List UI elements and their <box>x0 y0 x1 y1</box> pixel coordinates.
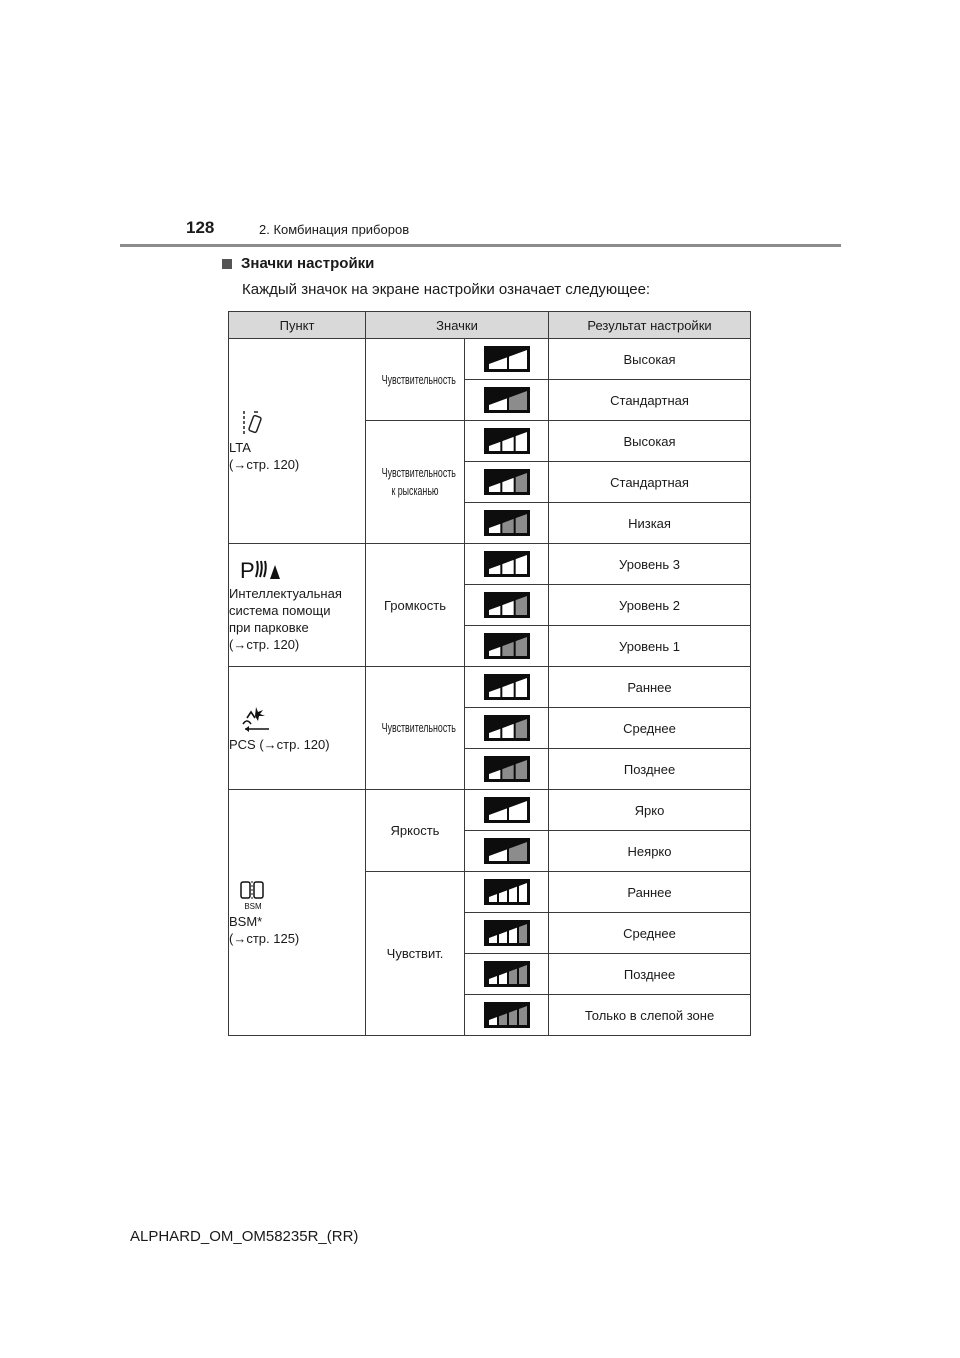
pre-collision-icon <box>239 704 273 734</box>
setting-cell <box>366 790 465 872</box>
level-bars-icon <box>484 838 530 864</box>
section-intro: Каждый значок на экране настройки означает следующее: <box>242 281 651 298</box>
item-text: система помощи <box>229 603 331 618</box>
setting-cell <box>366 544 465 667</box>
table-header-row <box>229 312 751 339</box>
item-text: (→стр. 120) <box>229 637 300 652</box>
level-bars-icon <box>484 797 530 823</box>
bar-segment-active <box>519 883 527 902</box>
level-bars-icon <box>484 674 530 700</box>
item-cell <box>229 790 366 1036</box>
item-text: (→стр. 120) <box>229 457 300 472</box>
icon-cell <box>465 667 549 708</box>
level-bars-icon <box>484 756 530 782</box>
level-bars-icon <box>484 387 530 413</box>
bar-segment-inactive <box>519 924 527 943</box>
icon-cell <box>465 790 549 831</box>
table-row <box>229 667 751 708</box>
result-cell: Позднее <box>549 954 751 995</box>
level-bars-icon <box>484 510 530 536</box>
parking-sonar-icon <box>239 557 281 583</box>
header-result: Результат настройки <box>549 312 751 339</box>
result-cell: Среднее <box>549 913 751 954</box>
result-cell: Раннее <box>549 667 751 708</box>
section-title <box>222 255 374 272</box>
icon-cell <box>465 708 549 749</box>
setting-label: Яркость <box>390 823 440 838</box>
level-bars-icon <box>484 879 530 905</box>
section-title-text: Значки настройки <box>241 255 375 272</box>
level-bars-icon <box>484 469 530 495</box>
table-row <box>229 790 751 831</box>
result-cell: Низкая <box>549 503 751 544</box>
document-code: ALPHARD_OM_OM58235R_(RR) <box>130 1228 359 1245</box>
level-bars-icon <box>484 592 530 618</box>
icon-cell <box>465 544 549 585</box>
result-cell: Высокая <box>549 339 751 380</box>
bar-segment-inactive <box>519 965 527 984</box>
result-cell: Высокая <box>549 421 751 462</box>
level-bars-icon <box>484 633 530 659</box>
item-text: Интеллектуальная <box>229 586 342 601</box>
result-cell: Уровень 3 <box>549 544 751 585</box>
icon-cell <box>465 626 549 667</box>
bsm-icon-label: BSM <box>244 901 262 911</box>
level-bars-icon <box>484 961 530 987</box>
header-item: Пункт <box>229 312 366 339</box>
lane-trace-icon <box>239 409 267 437</box>
setting-label: Чувствительность <box>381 720 456 735</box>
result-cell: Стандартная <box>549 462 751 503</box>
result-cell: Уровень 2 <box>549 585 751 626</box>
icon-cell <box>465 749 549 790</box>
level-bars-icon <box>484 551 530 577</box>
bar-segment-inactive <box>519 1006 527 1025</box>
blind-spot-icon <box>239 879 267 911</box>
settings-icons-table <box>228 311 751 1036</box>
item-text: PCS (→стр. 120) <box>229 736 330 752</box>
result-cell: Уровень 1 <box>549 626 751 667</box>
item-text: (→стр. 125) <box>229 930 300 946</box>
setting-cell <box>366 421 465 544</box>
result-cell: Ярко <box>549 790 751 831</box>
page-number: 128 <box>186 218 215 237</box>
table-row <box>229 544 751 585</box>
result-cell: Неярко <box>549 831 751 872</box>
level-bars-icon <box>484 1002 530 1028</box>
setting-label: к рысканью <box>391 483 439 498</box>
setting-label: Громкость <box>384 597 446 613</box>
header-icons: Значки <box>366 312 549 339</box>
level-bars-icon <box>484 715 530 741</box>
header-rule <box>120 244 841 247</box>
result-cell: Только в слепой зоне <box>549 995 751 1036</box>
square-bullet-icon <box>222 259 232 269</box>
item-cell <box>229 667 366 790</box>
icon-cell <box>465 462 549 503</box>
svg-text:P: P <box>240 558 255 583</box>
icon-cell <box>465 339 549 380</box>
setting-cell <box>366 339 465 421</box>
icon-cell <box>465 421 549 462</box>
result-cell: Раннее <box>549 872 751 913</box>
result-cell: Стандартная <box>549 380 751 421</box>
icon-cell <box>465 503 549 544</box>
level-bars-icon <box>484 428 530 454</box>
icon-cell <box>465 913 549 954</box>
icon-cell <box>465 585 549 626</box>
setting-label: Чувствительность <box>381 371 456 387</box>
chapter-title: 2. Комбинация приборов <box>259 222 410 237</box>
item-cell <box>229 339 366 544</box>
item-text: при парковке <box>229 620 309 635</box>
icon-cell <box>465 995 549 1036</box>
table-row <box>229 339 751 380</box>
setting-label: Чувствит. <box>386 946 444 961</box>
icon-cell <box>465 831 549 872</box>
result-cell: Позднее <box>549 749 751 790</box>
level-bars-icon <box>484 920 530 946</box>
item-cell <box>229 544 366 667</box>
setting-cell <box>366 872 465 1036</box>
icon-cell <box>465 872 549 913</box>
icon-cell <box>465 954 549 995</box>
result-cell: Среднее <box>549 708 751 749</box>
setting-label: Чувствительность <box>381 465 456 480</box>
level-bars-icon <box>484 346 530 372</box>
setting-cell <box>366 667 465 790</box>
icon-cell <box>465 380 549 421</box>
item-text: LTA <box>229 440 251 455</box>
item-text: BSM* <box>229 913 263 929</box>
